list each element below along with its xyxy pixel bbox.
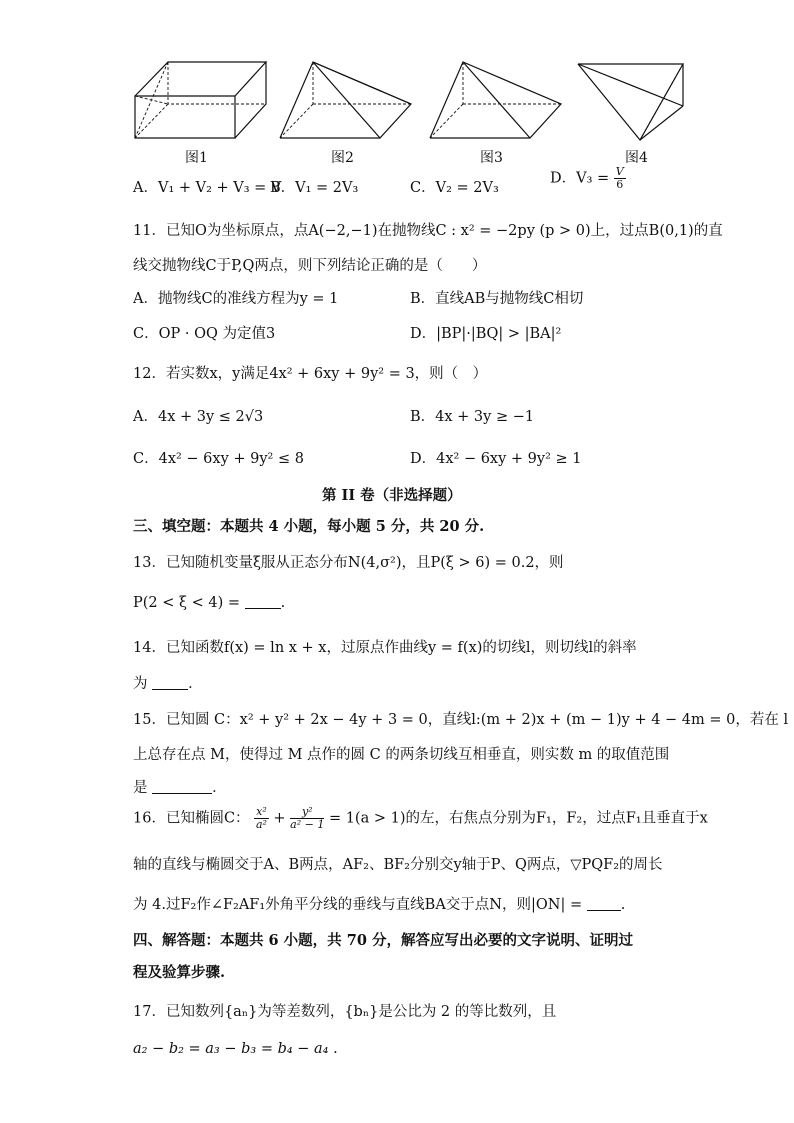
figure-3-caption: 图3 bbox=[480, 150, 503, 166]
figure-2-prism bbox=[275, 58, 415, 148]
q14-stem-line1: 14．已知函数f(x) = ln x + x，过原点作曲线y = f(x)的切线l，则切线l的斜率 bbox=[133, 640, 637, 656]
q16-frac-x bbox=[254, 806, 269, 831]
q10-option-d-fraction bbox=[614, 166, 626, 191]
q16-plus: + bbox=[273, 810, 286, 827]
q11-option-a[interactable]: A．抛物线C的准线方程为y = 1 bbox=[133, 291, 339, 307]
q16-line3-text: 为 4.过F₂作∠F₂AF₁外角平分线的垂线与直线BA交于点N，则|ON| = bbox=[133, 897, 583, 913]
q12-stem: 12．若实数x，y满足4x² + 6xy + 9y² = 3，则（ ） bbox=[133, 366, 488, 382]
q17-stem-line2: a₂ − b₂ = a₃ − b₃ = b₄ − a₄ . bbox=[133, 1041, 338, 1057]
figure-3-pyramid bbox=[425, 58, 565, 148]
q11-option-c[interactable]: C．OP · OQ 为定值3 bbox=[133, 326, 276, 342]
q16-prefix: 16．已知椭圆C： bbox=[133, 810, 250, 827]
q11-stem-line2: 线交抛物线C于P,Q两点，则下列结论正确的是（ ） bbox=[133, 258, 487, 274]
q14-stem-line2: 为 ． bbox=[133, 676, 203, 692]
q13-stem-line1: 13．已知随机变量ξ服从正态分布N(4,σ²)，且P(ξ > 6) = 0.2，则 bbox=[133, 555, 564, 571]
q16-suffix: = 1(a > 1)的左，右焦点分别为F₁，F₂，过点F₁且垂直于x bbox=[328, 810, 708, 827]
q15-prefix: 是 bbox=[133, 780, 148, 796]
q10-option-a[interactable]: A．V₁ + V₂ + V₃ = V bbox=[133, 180, 282, 196]
q14-answer-blank[interactable] bbox=[152, 675, 188, 690]
q15-stem-line1: 15．已知圆 C：x² + y² + 2x − 4y + 3 = 0，直线l:(m + 2)x + (m − 1)y + 4 − 4m = 0，若在 l bbox=[133, 712, 789, 728]
figure-2-caption: 图2 bbox=[331, 150, 354, 166]
q11-stem-line1: 11．已知O为坐标原点，点A(−2,−1)在抛物线C : x² = −2py (p > 0)上，过点B(0,1)的直 bbox=[133, 223, 723, 239]
q15-answer-blank[interactable] bbox=[152, 779, 212, 794]
q12-option-a[interactable]: A．4x + 3y ≤ 2√3 bbox=[133, 409, 264, 425]
section4-heading-line2: 程及验算步骤. bbox=[133, 964, 226, 981]
q10-frac-num: V bbox=[615, 165, 624, 178]
q16-frac1-den: a² bbox=[255, 818, 267, 831]
part2-title: 第 II 卷（非选择题） bbox=[322, 487, 462, 504]
q16-frac2-num: y² bbox=[290, 806, 324, 819]
q16-frac-y bbox=[290, 806, 324, 831]
figure-4-tetrahedron bbox=[575, 58, 687, 148]
figure-4-caption: 图4 bbox=[625, 150, 648, 166]
q16-stem-line1 bbox=[133, 806, 708, 831]
q16-answer-blank[interactable] bbox=[587, 896, 621, 911]
q11-option-d[interactable]: D．|BP|·|BQ| > |BA|² bbox=[410, 326, 562, 342]
q10-option-c[interactable]: C．V₂ = 2V₃ bbox=[410, 180, 499, 196]
q12-option-c[interactable]: C．4x² − 6xy + 9y² ≤ 8 bbox=[133, 451, 304, 467]
section3-heading: 三、填空题：本题共 4 小题，每小题 5 分，共 20 分. bbox=[133, 518, 485, 535]
q15-stem-line2: 上总存在点 M，使得过 M 点作的圆 C 的两条切线互相垂直，则实数 m 的取值范围 bbox=[133, 747, 670, 763]
q17-stem-line1: 17．已知数列{aₙ}为等差数列，{bₙ}是公比为 2 的等比数列，且 bbox=[133, 1004, 557, 1020]
q16-frac1-num: x² bbox=[256, 805, 267, 818]
section4-heading-line1: 四、解答题：本题共 6 小题，共 70 分，解答应写出必要的文字说明、证明过 bbox=[133, 932, 633, 949]
q11-option-b[interactable]: B．直线AB与抛物线C相切 bbox=[410, 291, 584, 307]
figure-1-caption: 图1 bbox=[185, 150, 208, 166]
figure-1-box bbox=[130, 58, 270, 148]
q12-option-d[interactable]: D．4x² − 6xy + 9y² ≥ 1 bbox=[410, 451, 582, 467]
q13-expression: P(2 < ξ < 4) = bbox=[133, 595, 241, 611]
q10-option-d[interactable] bbox=[550, 166, 626, 191]
q13-stem-line2: P(2 < ξ < 4) = . bbox=[133, 595, 286, 611]
q10-frac-den: 6 bbox=[616, 178, 624, 191]
q12-option-b[interactable]: B．4x + 3y ≥ −1 bbox=[410, 409, 535, 425]
q16-stem-line2: 轴的直线与椭圆交于A、B两点，AF₂、BF₂分别交y轴于P、Q两点，▽PQF₂的周长 bbox=[133, 857, 663, 873]
q10-option-b[interactable]: B．V₁ = 2V₃ bbox=[270, 180, 359, 196]
q10-option-d-prefix: D．V₃ = bbox=[550, 170, 610, 187]
q16-frac2-den: a² − 1 bbox=[290, 818, 325, 831]
q13-answer-blank[interactable] bbox=[245, 594, 281, 609]
q16-stem-line3: 为 4.过F₂作∠F₂AF₁外角平分线的垂线与直线BA交于点N，则|ON| = . bbox=[133, 897, 626, 913]
q14-prefix: 为 bbox=[133, 676, 148, 692]
q15-stem-line3: 是 ． bbox=[133, 780, 227, 796]
